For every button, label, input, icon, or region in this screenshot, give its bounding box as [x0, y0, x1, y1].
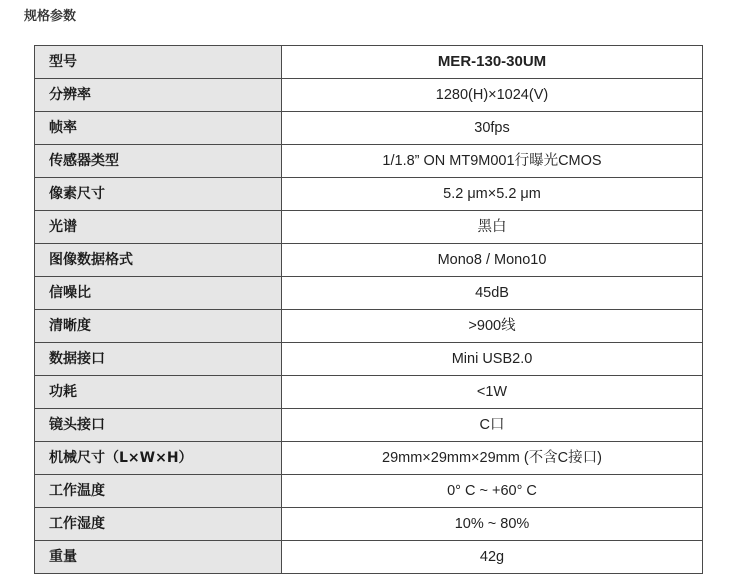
table-row — [35, 409, 703, 442]
row-label: 重量 — [35, 541, 282, 574]
row-value: 29mm×29mm×29mm (不含C接口) — [282, 442, 703, 475]
row-value: 30fps — [282, 112, 703, 145]
row-value: 0° C ~ +60° C — [282, 475, 703, 508]
row-value: MER-130-30UM — [282, 46, 703, 79]
row-value: Mini USB2.0 — [282, 343, 703, 376]
row-label: 像素尺寸 — [35, 178, 282, 211]
row-label: 镜头接口 — [35, 409, 282, 442]
row-value: C口 — [282, 409, 703, 442]
table-row-model — [35, 46, 703, 79]
row-label: 机械尺寸（L×W×H） — [35, 442, 282, 475]
table-row — [35, 442, 703, 475]
row-value: Mono8 / Mono10 — [282, 244, 703, 277]
row-label: 帧率 — [35, 112, 282, 145]
row-value: <1W — [282, 376, 703, 409]
section-title: 规格参数 — [24, 9, 77, 24]
row-label: 信噪比 — [35, 277, 282, 310]
row-value: 45dB — [282, 277, 703, 310]
row-label: 工作温度 — [35, 475, 282, 508]
table-row — [35, 244, 703, 277]
table-row — [35, 343, 703, 376]
row-value: 5.2 μm×5.2 μm — [282, 178, 703, 211]
row-label: 工作湿度 — [35, 508, 282, 541]
table-row — [35, 79, 703, 112]
table-row — [35, 475, 703, 508]
row-label: 光谱 — [35, 211, 282, 244]
table-row — [35, 277, 703, 310]
row-label: 型号 — [35, 46, 282, 79]
table-row — [35, 310, 703, 343]
spec-table-body — [35, 46, 703, 574]
row-value: 42g — [282, 541, 703, 574]
row-value: 1/1.8” ON MT9M001行曝光CMOS — [282, 145, 703, 178]
row-label: 分辨率 — [35, 79, 282, 112]
table-row — [35, 145, 703, 178]
table-row — [35, 376, 703, 409]
row-label: 传感器类型 — [35, 145, 282, 178]
row-value: 10% ~ 80% — [282, 508, 703, 541]
spec-table — [34, 45, 703, 574]
row-label: 清晰度 — [35, 310, 282, 343]
table-row — [35, 178, 703, 211]
row-label: 功耗 — [35, 376, 282, 409]
row-label: 数据接口 — [35, 343, 282, 376]
row-value: 黑白 — [282, 211, 703, 244]
row-value: >900线 — [282, 310, 703, 343]
row-label: 图像数据格式 — [35, 244, 282, 277]
table-row — [35, 541, 703, 574]
row-value: 1280(H)×1024(V) — [282, 79, 703, 112]
table-row — [35, 112, 703, 145]
table-row — [35, 211, 703, 244]
table-row — [35, 508, 703, 541]
